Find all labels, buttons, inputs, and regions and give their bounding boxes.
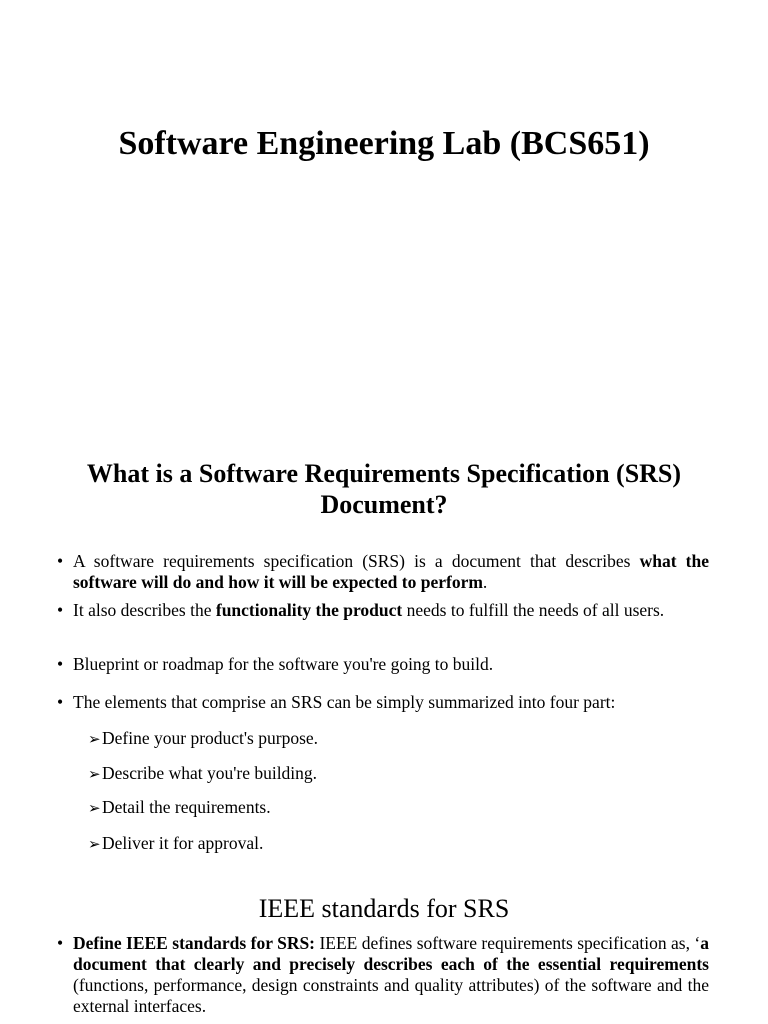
arrow-bullet-icon: ➢ — [88, 801, 101, 817]
bullet-dot: • — [57, 654, 64, 674]
arrow-bullet-icon: ➢ — [88, 767, 101, 783]
bullet-text: Define IEEE standards for SRS: IEEE defines software requirements specification as, ‘a document that clearly and precisely describes each of the essential requirements (functions, performance, design constraints and quality attributes) of the software and the external interfaces. — [73, 933, 709, 1016]
srs-sub-item-1 — [88, 728, 318, 751]
bullet-text: The elements that comprise an SRS can be simply summarized into four part: — [73, 692, 616, 712]
bullet-dot: • — [57, 551, 64, 571]
arrow-bullet-icon: ➢ — [88, 837, 101, 853]
srs-bullet-1 — [57, 551, 709, 593]
arrow-bullet-icon: ➢ — [88, 732, 101, 748]
sub-item-text: Deliver it for approval. — [102, 833, 264, 853]
srs-bullet-4 — [57, 692, 709, 713]
bullet-text: Blueprint or roadmap for the software you're going to build. — [73, 654, 494, 674]
srs-sub-item-2 — [88, 763, 317, 786]
sub-item-text: Detail the requirements. — [102, 797, 271, 817]
ieee-bullet — [57, 933, 709, 1017]
ieee-heading: IEEE standards for SRS — [258, 894, 510, 923]
bullet-dot: • — [57, 933, 64, 953]
srs-bullet-2 — [57, 600, 709, 621]
bullet-dot: • — [57, 600, 64, 620]
bullet-text: A software requirements specification (SRS) is a document that describes what the software will do and how it will be expected to perform. — [73, 551, 710, 592]
sub-item-text: Describe what you're building. — [102, 763, 318, 783]
srs-sub-item-4 — [88, 833, 263, 856]
srs-section-heading: What is a Software Requirements Specification (SRS) Document? — [86, 459, 682, 519]
bullet-text: It also describes the functionality the product needs to fulfill the needs of all users. — [73, 600, 665, 620]
bullet-dot: • — [57, 692, 64, 712]
srs-sub-item-3 — [88, 797, 271, 820]
page-title: Software Engineering Lab (BCS651) — [118, 125, 650, 162]
sub-item-text: Define your product's purpose. — [102, 728, 319, 748]
srs-bullet-3 — [57, 654, 709, 675]
